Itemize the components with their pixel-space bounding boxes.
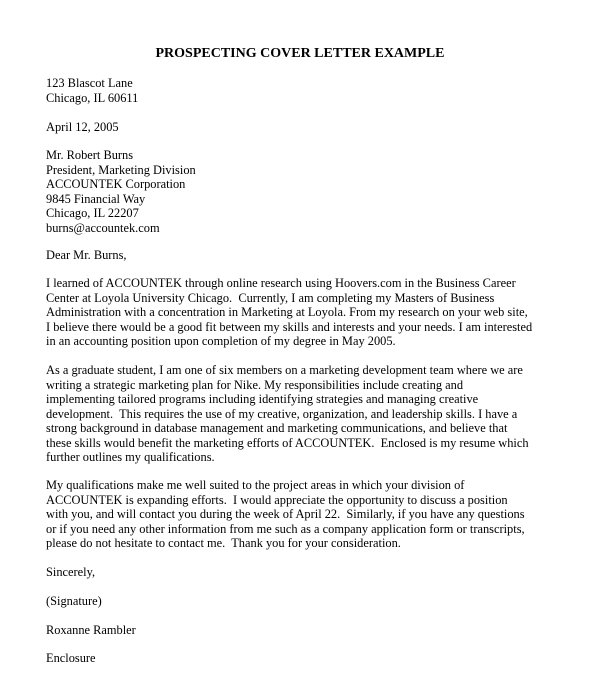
sender-address-line: 123 Blascot Lane xyxy=(46,76,133,90)
paragraph-line: writing a strategic marketing plan for Nike. My responsibilities include creating and xyxy=(46,377,464,392)
recipient-line: ACCOUNTEK Corporation xyxy=(46,177,186,191)
body-paragraph-2 xyxy=(46,363,566,465)
paragraph-line: in an accounting position upon completion of my degree in May 2005. xyxy=(46,334,396,348)
recipient-address xyxy=(46,148,566,235)
paragraph-line: My qualifications make me well suited to the project areas in which your division of xyxy=(46,478,465,492)
date-text: April 12, 2005 xyxy=(46,120,119,134)
paragraph-line: I believe there would be a good fit between my skills and interests and your needs. I am interested xyxy=(46,319,533,334)
paragraph-line: further outlines my qualifications. xyxy=(46,450,215,464)
page-title: PROSPECTING COVER LETTER EXAMPLE xyxy=(155,46,445,61)
paragraph-line: implementing tailored programs including identifying strategies and managing creative xyxy=(46,392,479,406)
letter-date xyxy=(46,120,566,135)
paragraph-line: these skills would benefit the marketing efforts of ACCOUNTEK. Enclosed is my resume which xyxy=(46,435,529,450)
closing-text: Sincerely, xyxy=(46,565,96,579)
closing xyxy=(46,565,566,580)
paragraph-line: strong background in database management and marketing communications, and believe that xyxy=(46,421,508,435)
recipient-line: President, Marketing Division xyxy=(46,162,196,177)
paragraph-line: development. This requires the use of my creative, organization, and leadership skills. I have a xyxy=(46,406,518,421)
paragraph-line: I learned of ACCOUNTEK through online research using Hoovers.com in the Business Career xyxy=(46,276,516,290)
paragraph-line: or if you need any other information from me such as a company application form or transcripts, xyxy=(46,521,525,536)
recipient-line: 9845 Financial Way xyxy=(46,191,146,206)
paragraph-line: please do not hesitate to contact me. Thank you for your consideration. xyxy=(46,536,401,550)
recipient-email: burns@accountek.com xyxy=(46,220,160,235)
enclosure xyxy=(46,651,566,666)
recipient-line: Mr. Robert Burns xyxy=(46,148,134,162)
signature xyxy=(46,594,566,609)
sender-name-text: Roxanne Rambler xyxy=(46,623,136,637)
sender-name xyxy=(46,623,566,638)
salutation xyxy=(46,248,566,263)
paragraph-line: Administration with a concentration in Marketing at Loyola. From my research on your web site, xyxy=(46,305,528,319)
paragraph-line: with you, and will contact you during the week of April 22. Similarly, if you have any questions xyxy=(46,507,525,521)
paragraph-line: ACCOUNTEK is expanding efforts. I would appreciate the opportunity to discuss a position xyxy=(46,492,508,507)
sender-address xyxy=(46,76,566,105)
salutation-text: Dear Mr. Burns, xyxy=(46,248,127,262)
signature-text: (Signature) xyxy=(46,594,102,608)
body-paragraph-1 xyxy=(46,276,566,349)
paragraph-line: As a graduate student, I am one of six members on a marketing development team where we are xyxy=(46,363,523,377)
enclosure-text: Enclosure xyxy=(46,651,96,665)
body-paragraph-3 xyxy=(46,478,566,551)
recipient-line: Chicago, IL 22207 xyxy=(46,206,139,220)
paragraph-line: Center at Loyola University Chicago. Currently, I am completing my Masters of Business xyxy=(46,290,495,305)
sender-address-line: Chicago, IL 60611 xyxy=(46,90,139,105)
